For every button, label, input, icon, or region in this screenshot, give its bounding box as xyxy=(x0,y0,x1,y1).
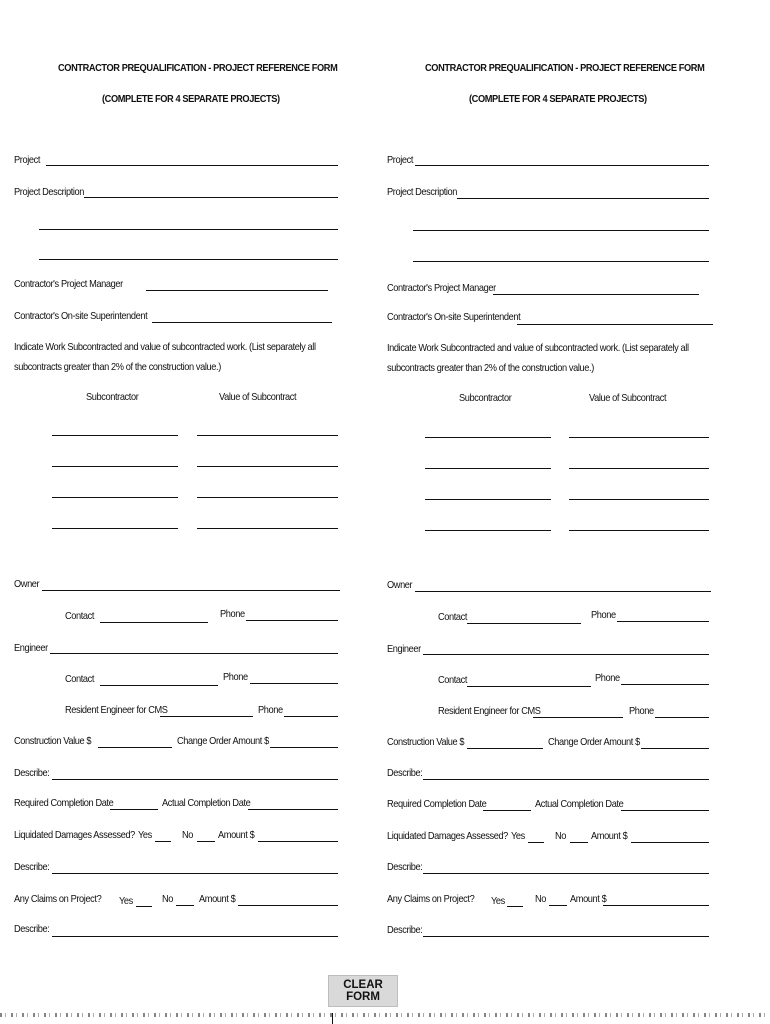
project-description-line-2[interactable] xyxy=(413,230,709,231)
project-field[interactable] xyxy=(415,165,709,166)
engineer-field[interactable] xyxy=(423,654,709,655)
liquidated-no-label: No xyxy=(555,830,567,842)
claims-no-field[interactable] xyxy=(176,905,194,906)
claims-yes-label: Yes xyxy=(491,895,505,907)
resident-phone-label: Phone xyxy=(629,705,654,717)
describe-label: Describe: xyxy=(14,861,50,873)
work-subcontracted-text: Indicate Work Subcontracted and value of subcontracted work. (List separately all subcontracts greater than 2% of the construction value.) xyxy=(387,342,689,374)
resident-engineer-label: Resident Engineer for CMS xyxy=(438,705,541,717)
project-description-label: Project Description xyxy=(387,186,458,198)
subcontract-value-field[interactable] xyxy=(569,499,709,500)
owner-contact-field[interactable] xyxy=(100,622,208,623)
project-description-field[interactable] xyxy=(457,198,709,199)
superintendent-field[interactable] xyxy=(152,322,332,323)
engineer-contact-label: Contact xyxy=(438,674,468,686)
owner-phone-label: Phone xyxy=(591,609,616,621)
subcontract-value-field[interactable] xyxy=(569,530,709,531)
subcontractor-field[interactable] xyxy=(52,435,178,436)
liquidated-no-field[interactable] xyxy=(197,841,215,842)
actual-completion-label: Actual Completion Date xyxy=(162,797,251,809)
liquidated-yes-label: Yes xyxy=(511,830,525,842)
subcontract-value-field[interactable] xyxy=(197,528,338,529)
describe-label: Describe: xyxy=(387,924,423,936)
subcontractor-field[interactable] xyxy=(52,497,178,498)
subcontractor-field[interactable] xyxy=(52,466,178,467)
construction-value-field[interactable] xyxy=(98,747,172,748)
resident-phone-field[interactable] xyxy=(655,717,709,718)
engineer-label: Engineer xyxy=(387,643,421,655)
owner-field[interactable] xyxy=(42,590,340,591)
claims-label: Any Claims on Project? xyxy=(387,893,475,905)
liquidated-damages-label: Liquidated Damages Assessed? xyxy=(387,830,508,842)
project-manager-field[interactable] xyxy=(146,290,328,291)
engineer-contact-field[interactable] xyxy=(100,685,218,686)
liquidated-no-label: No xyxy=(182,829,194,841)
liquidated-amount-field[interactable] xyxy=(258,841,338,842)
project-description-label: Project Description xyxy=(14,186,85,198)
liquidated-no-field[interactable] xyxy=(570,842,588,843)
liquidated-yes-field[interactable] xyxy=(528,842,544,843)
subcontractor-header: Subcontractor xyxy=(86,391,139,403)
describe-field[interactable] xyxy=(423,873,709,874)
claims-yes-field[interactable] xyxy=(507,906,523,907)
claims-no-label: No xyxy=(162,893,174,905)
subcontractor-field[interactable] xyxy=(425,437,551,438)
describe-field[interactable] xyxy=(52,936,338,937)
actual-completion-field[interactable] xyxy=(621,810,709,811)
describe-field[interactable] xyxy=(52,779,338,780)
engineer-contact-label: Contact xyxy=(65,673,95,685)
project-field[interactable] xyxy=(46,165,338,166)
form-title: CONTRACTOR PREQUALIFICATION - PROJECT REFERENCE FORM xyxy=(425,62,705,74)
liquidated-amount-label: Amount $ xyxy=(591,830,628,842)
subcontractor-field[interactable] xyxy=(425,499,551,500)
subcontract-value-field[interactable] xyxy=(197,435,338,436)
claims-no-field[interactable] xyxy=(549,905,567,906)
change-order-label: Change Order Amount $ xyxy=(548,736,640,748)
form-column-left xyxy=(14,0,354,960)
resident-engineer-field[interactable] xyxy=(160,716,253,717)
liquidated-yes-field[interactable] xyxy=(155,841,171,842)
form-column-right xyxy=(387,0,727,960)
scan-noise-strip xyxy=(0,1013,770,1017)
owner-label: Owner xyxy=(387,579,413,591)
subcontract-value-field[interactable] xyxy=(197,497,338,498)
engineer-phone-label: Phone xyxy=(223,671,248,683)
project-manager-label: Contractor's Project Manager xyxy=(387,282,496,294)
subcontractor-field[interactable] xyxy=(52,528,178,529)
construction-value-field[interactable] xyxy=(467,748,543,749)
construction-value-label: Construction Value $ xyxy=(14,735,92,747)
owner-field[interactable] xyxy=(415,591,711,592)
project-manager-label: Contractor's Project Manager xyxy=(14,278,123,290)
required-completion-label: Required Completion Date xyxy=(387,798,487,810)
change-order-label: Change Order Amount $ xyxy=(177,735,269,747)
value-header: Value of Subcontract xyxy=(589,392,667,404)
owner-phone-field[interactable] xyxy=(246,620,338,621)
engineer-phone-field[interactable] xyxy=(621,684,709,685)
engineer-phone-label: Phone xyxy=(595,672,620,684)
required-completion-field[interactable] xyxy=(483,810,531,811)
subcontractor-field[interactable] xyxy=(425,468,551,469)
project-label: Project xyxy=(14,154,40,166)
owner-phone-label: Phone xyxy=(220,608,245,620)
describe-label: Describe: xyxy=(14,923,50,935)
change-order-field[interactable] xyxy=(270,747,338,748)
liquidated-amount-field[interactable] xyxy=(631,842,709,843)
claims-amount-field[interactable] xyxy=(238,905,338,906)
describe-field[interactable] xyxy=(423,936,709,937)
clear-form-button[interactable]: CLEAR FORM xyxy=(328,975,398,1007)
claims-amount-label: Amount $ xyxy=(199,893,236,905)
value-header: Value of Subcontract xyxy=(219,391,297,403)
engineer-phone-field[interactable] xyxy=(250,683,338,684)
scan-tick-mark xyxy=(332,1013,333,1024)
superintendent-label: Contractor's On-site Superintendent xyxy=(387,311,521,323)
resident-phone-field[interactable] xyxy=(284,716,338,717)
subcontract-value-field[interactable] xyxy=(569,437,709,438)
construction-value-label: Construction Value $ xyxy=(387,736,465,748)
project-description-line-3[interactable] xyxy=(413,261,709,262)
describe-label: Describe: xyxy=(14,767,50,779)
claims-amount-label: Amount $ xyxy=(570,893,607,905)
superintendent-label: Contractor's On-site Superintendent xyxy=(14,310,148,322)
subcontract-value-field[interactable] xyxy=(197,466,338,467)
owner-phone-field[interactable] xyxy=(617,621,709,622)
liquidated-amount-label: Amount $ xyxy=(218,829,255,841)
work-subcontracted-text: Indicate Work Subcontracted and value of subcontracted work. (List separately all subcontracts greater than 2% of the construction value.) xyxy=(14,341,316,373)
resident-engineer-label: Resident Engineer for CMS xyxy=(65,704,168,716)
claims-amount-field[interactable] xyxy=(603,905,709,906)
change-order-field[interactable] xyxy=(641,748,709,749)
claims-no-label: No xyxy=(535,893,547,905)
engineer-label: Engineer xyxy=(14,642,48,654)
subcontractor-header: Subcontractor xyxy=(459,392,512,404)
form-title: CONTRACTOR PREQUALIFICATION - PROJECT REFERENCE FORM xyxy=(58,62,338,74)
project-label: Project xyxy=(387,154,413,166)
owner-label: Owner xyxy=(14,578,40,590)
engineer-contact-field[interactable] xyxy=(467,686,591,687)
project-manager-field[interactable] xyxy=(493,294,699,295)
form-subtitle: (COMPLETE FOR 4 SEPARATE PROJECTS) xyxy=(469,93,647,105)
owner-contact-label: Contact xyxy=(65,610,95,622)
owner-contact-label: Contact xyxy=(438,611,468,623)
claims-yes-field[interactable] xyxy=(136,906,152,907)
superintendent-field[interactable] xyxy=(517,324,713,325)
project-description-line-2[interactable] xyxy=(39,229,338,230)
required-completion-label: Required Completion Date xyxy=(14,797,114,809)
liquidated-damages-label: Liquidated Damages Assessed? xyxy=(14,829,135,841)
describe-field[interactable] xyxy=(423,779,709,780)
actual-completion-label: Actual Completion Date xyxy=(535,798,624,810)
resident-engineer-field[interactable] xyxy=(533,717,623,718)
liquidated-yes-label: Yes xyxy=(138,829,152,841)
resident-phone-label: Phone xyxy=(258,704,283,716)
describe-field[interactable] xyxy=(52,873,338,874)
claims-label: Any Claims on Project? xyxy=(14,893,102,905)
form-subtitle: (COMPLETE FOR 4 SEPARATE PROJECTS) xyxy=(102,93,280,105)
describe-label: Describe: xyxy=(387,767,423,779)
subcontract-value-field[interactable] xyxy=(569,468,709,469)
subcontractor-field[interactable] xyxy=(425,530,551,531)
project-description-line-3[interactable] xyxy=(39,259,338,260)
project-description-field[interactable] xyxy=(84,197,338,198)
required-completion-field[interactable] xyxy=(110,809,158,810)
owner-contact-field[interactable] xyxy=(467,623,581,624)
describe-label: Describe: xyxy=(387,861,423,873)
actual-completion-field[interactable] xyxy=(248,809,338,810)
claims-yes-label: Yes xyxy=(119,895,133,907)
engineer-field[interactable] xyxy=(50,653,338,654)
